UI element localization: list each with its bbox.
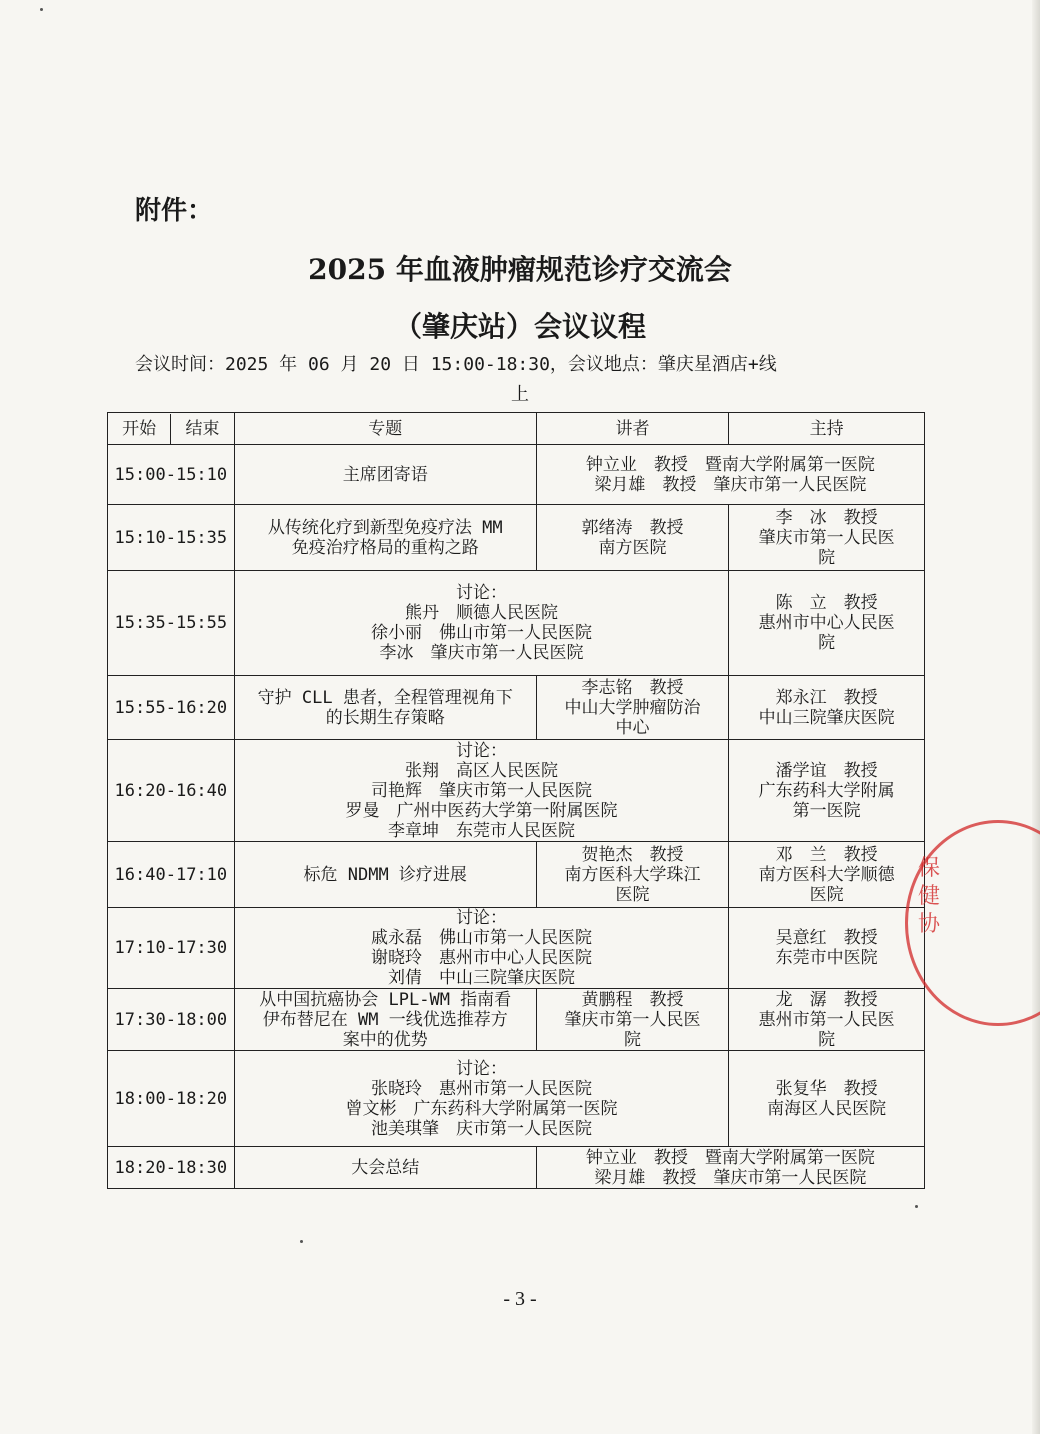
seal-stamp-text: 保 健 协 (918, 856, 941, 937)
topic-cell-line: 从传统化疗到新型免疫疗法 MM (267, 517, 503, 538)
speaker-cell-line: 钟立业 教授 暨南大学附属第一医院 (585, 454, 875, 475)
topic-cell-line: 案中的优势 (342, 1029, 428, 1050)
header-host: 主持 (729, 413, 925, 445)
time-cell: 17:30-18:00 (108, 989, 235, 1051)
topic-cell-line: 戚永磊 佛山市第一人民医院 (371, 928, 593, 948)
document-title: 2025 年血液肿瘤规范诊疗交流会 (308, 253, 732, 286)
host-cell-line: 第一医院 (792, 800, 861, 821)
host-cell (729, 1051, 925, 1147)
speaker-cell-line: 院 (624, 1029, 642, 1050)
meeting-info (135, 350, 905, 410)
header-end: 结束 (185, 418, 220, 439)
speaker-cell (536, 505, 729, 571)
time-cell: 16:20-16:40 (108, 740, 235, 842)
host-cell-line: 中山三院肇庆医院 (758, 707, 895, 728)
time-cell: 15:10-15:35 (108, 505, 235, 571)
topic-cell-line: 讨论： (456, 740, 508, 761)
host-cell (729, 740, 925, 842)
topic-cell-line: 讨论： (456, 908, 508, 928)
speaker-cell-line: 中山大学肿瘤防治 (564, 697, 701, 718)
topic-cell-line: 伊布替尼在 WM 一线优选推荐方 (262, 1009, 508, 1030)
speaker-cell-line: 贺艳杰 教授 (581, 844, 684, 865)
host-cell-line: 肇庆市第一人民医 (758, 527, 895, 548)
table-row (108, 505, 925, 571)
topic-cell (234, 740, 729, 842)
topic-cell-line: 熊丹 顺德人民医院 (405, 603, 559, 623)
host-cell-line: 东莞市中医院 (775, 948, 878, 968)
host-cell-line: 张复华 教授 (775, 1078, 878, 1099)
topic-cell-line: 罗曼 广州中医药大学第一附属医院 (345, 800, 618, 821)
host-cell-line: 院 (818, 1029, 836, 1050)
speaker-cell-line: 肇庆市第一人民医 (564, 1009, 701, 1030)
topic-cell (234, 1147, 536, 1189)
header-topic: 专题 (234, 413, 536, 445)
topic-cell-line: 徐小丽 佛山市第一人民医院 (371, 623, 593, 643)
topic-cell-line: 大会总结 (351, 1157, 420, 1178)
host-cell (729, 908, 925, 989)
topic-cell-line: 讨论： (456, 583, 508, 603)
host-cell-line: 龙 潺 教授 (775, 989, 878, 1010)
topic-cell-line: 谢晓玲 惠州市中心人民医院 (371, 948, 593, 968)
topic-cell-line: 标危 NDMM 诊疗进展 (303, 864, 467, 885)
scan-speck (40, 8, 43, 11)
attachment-label: 附件： (135, 196, 214, 226)
scan-speck (300, 1240, 303, 1243)
host-cell-line: 陈 立 教授 (775, 593, 878, 613)
table-row (108, 1051, 925, 1147)
table-row (108, 445, 925, 505)
topic-cell-line: 讨论： (456, 1058, 508, 1079)
time-cell: 18:00-18:20 (108, 1051, 235, 1147)
topic-cell-line: 张翔 高区人民医院 (405, 760, 559, 781)
table-row (108, 676, 925, 740)
header-time (108, 413, 235, 445)
speaker-cell-line: 中心 (615, 717, 650, 738)
host-cell (729, 842, 925, 908)
speaker-cell-line: 南方医科大学珠江 (564, 864, 701, 885)
topic-cell-line: 免疫治疗格局的重构之路 (291, 537, 479, 558)
table-row (108, 842, 925, 908)
table-row (108, 1147, 925, 1189)
topic-cell (234, 989, 536, 1051)
host-cell-line: 邓 兰 教授 (775, 844, 878, 865)
agenda-table (107, 412, 925, 1189)
topic-cell-line: 张晓玲 惠州市第一人民医院 (371, 1078, 593, 1099)
host-cell (729, 676, 925, 740)
host-cell (729, 989, 925, 1051)
speaker-cell-line: 梁月雄 教授 肇庆市第一人民医院 (594, 474, 867, 495)
topic-cell-line: 从中国抗癌协会 LPL-WM 指南看 (259, 989, 512, 1010)
page-edge (1032, 0, 1040, 1434)
table-row (108, 989, 925, 1051)
host-cell-line: 南海区人民医院 (767, 1098, 887, 1119)
host-cell-line: 李 冰 教授 (775, 507, 878, 528)
host-cell-line: 院 (818, 633, 836, 653)
topic-cell-line: 李冰 肇庆市第一人民医院 (379, 643, 584, 663)
host-cell (729, 505, 925, 571)
speaker-cell (536, 1147, 924, 1189)
table-header-row (108, 413, 925, 445)
time-cell: 18:20-18:30 (108, 1147, 235, 1189)
speaker-cell (536, 676, 729, 740)
speaker-cell-line: 钟立业 教授 暨南大学附属第一医院 (585, 1147, 875, 1168)
speaker-cell-line: 南方医院 (598, 537, 667, 558)
speaker-cell-line: 李志铭 教授 (581, 677, 684, 698)
host-cell-line: 广东药科大学附属 (758, 780, 895, 801)
topic-cell-line: 守护 CLL 患者，全程管理视角下 (257, 687, 513, 708)
speaker-cell-line: 梁月雄 教授 肇庆市第一人民医院 (594, 1167, 867, 1188)
meeting-info-line2: 上 (511, 384, 529, 405)
scan-speck (915, 1205, 918, 1208)
host-cell-line: 医院 (809, 884, 844, 905)
table-row (108, 908, 925, 989)
host-cell-line: 惠州市中心人民医 (758, 613, 895, 633)
speaker-cell-line: 医院 (615, 884, 650, 905)
topic-cell-line: 主席团寄语 (342, 464, 428, 485)
topic-cell (234, 842, 536, 908)
time-cell: 15:55-16:20 (108, 676, 235, 740)
speaker-cell (536, 842, 729, 908)
topic-cell-line: 曾文彬 广东药科大学附属第一医院 (345, 1098, 618, 1119)
host-cell-line: 郑永江 教授 (775, 687, 878, 708)
topic-cell-line: 刘倩 中山三院肇庆医院 (388, 968, 576, 988)
topic-cell (234, 908, 729, 989)
table-row (108, 571, 925, 676)
speaker-cell (536, 989, 729, 1051)
topic-cell (234, 445, 536, 505)
time-cell: 15:35-15:55 (108, 571, 235, 676)
host-cell-line: 潘学谊 教授 (775, 760, 878, 781)
host-cell-line: 院 (818, 547, 836, 568)
table-row (108, 740, 925, 842)
speaker-cell-line: 黄鹏程 教授 (581, 989, 684, 1010)
topic-cell (234, 505, 536, 571)
header-start: 开始 (108, 414, 171, 444)
topic-cell-line: 李章坤 东莞市人民医院 (388, 820, 576, 841)
host-cell-line: 南方医科大学顺德 (758, 864, 895, 885)
header-speaker: 讲者 (536, 413, 729, 445)
page-number: - 3 - (503, 1288, 537, 1310)
topic-cell-line: 池美琪肇 庆市第一人民医院 (371, 1118, 593, 1139)
speaker-cell-line: 郭绪涛 教授 (581, 517, 684, 538)
time-cell: 16:40-17:10 (108, 842, 235, 908)
topic-cell (234, 571, 729, 676)
document-subtitle: （肇庆站）会议议程 (393, 310, 646, 343)
topic-cell (234, 676, 536, 740)
time-cell: 17:10-17:30 (108, 908, 235, 989)
speaker-cell (536, 445, 924, 505)
host-cell (729, 571, 925, 676)
host-cell-line: 吴意红 教授 (775, 928, 878, 948)
topic-cell-line: 司艳辉 肇庆市第一人民医院 (371, 780, 593, 801)
host-cell-line: 惠州市第一人民医 (758, 1009, 895, 1030)
meeting-info-line1: 会议时间：2025 年 06 月 20 日 15:00-18:30，会议地点：肇庆星酒店+线 (135, 354, 777, 375)
topic-cell-line: 的长期生存策略 (325, 707, 445, 728)
topic-cell (234, 1051, 729, 1147)
time-cell: 15:00-15:10 (108, 445, 235, 505)
